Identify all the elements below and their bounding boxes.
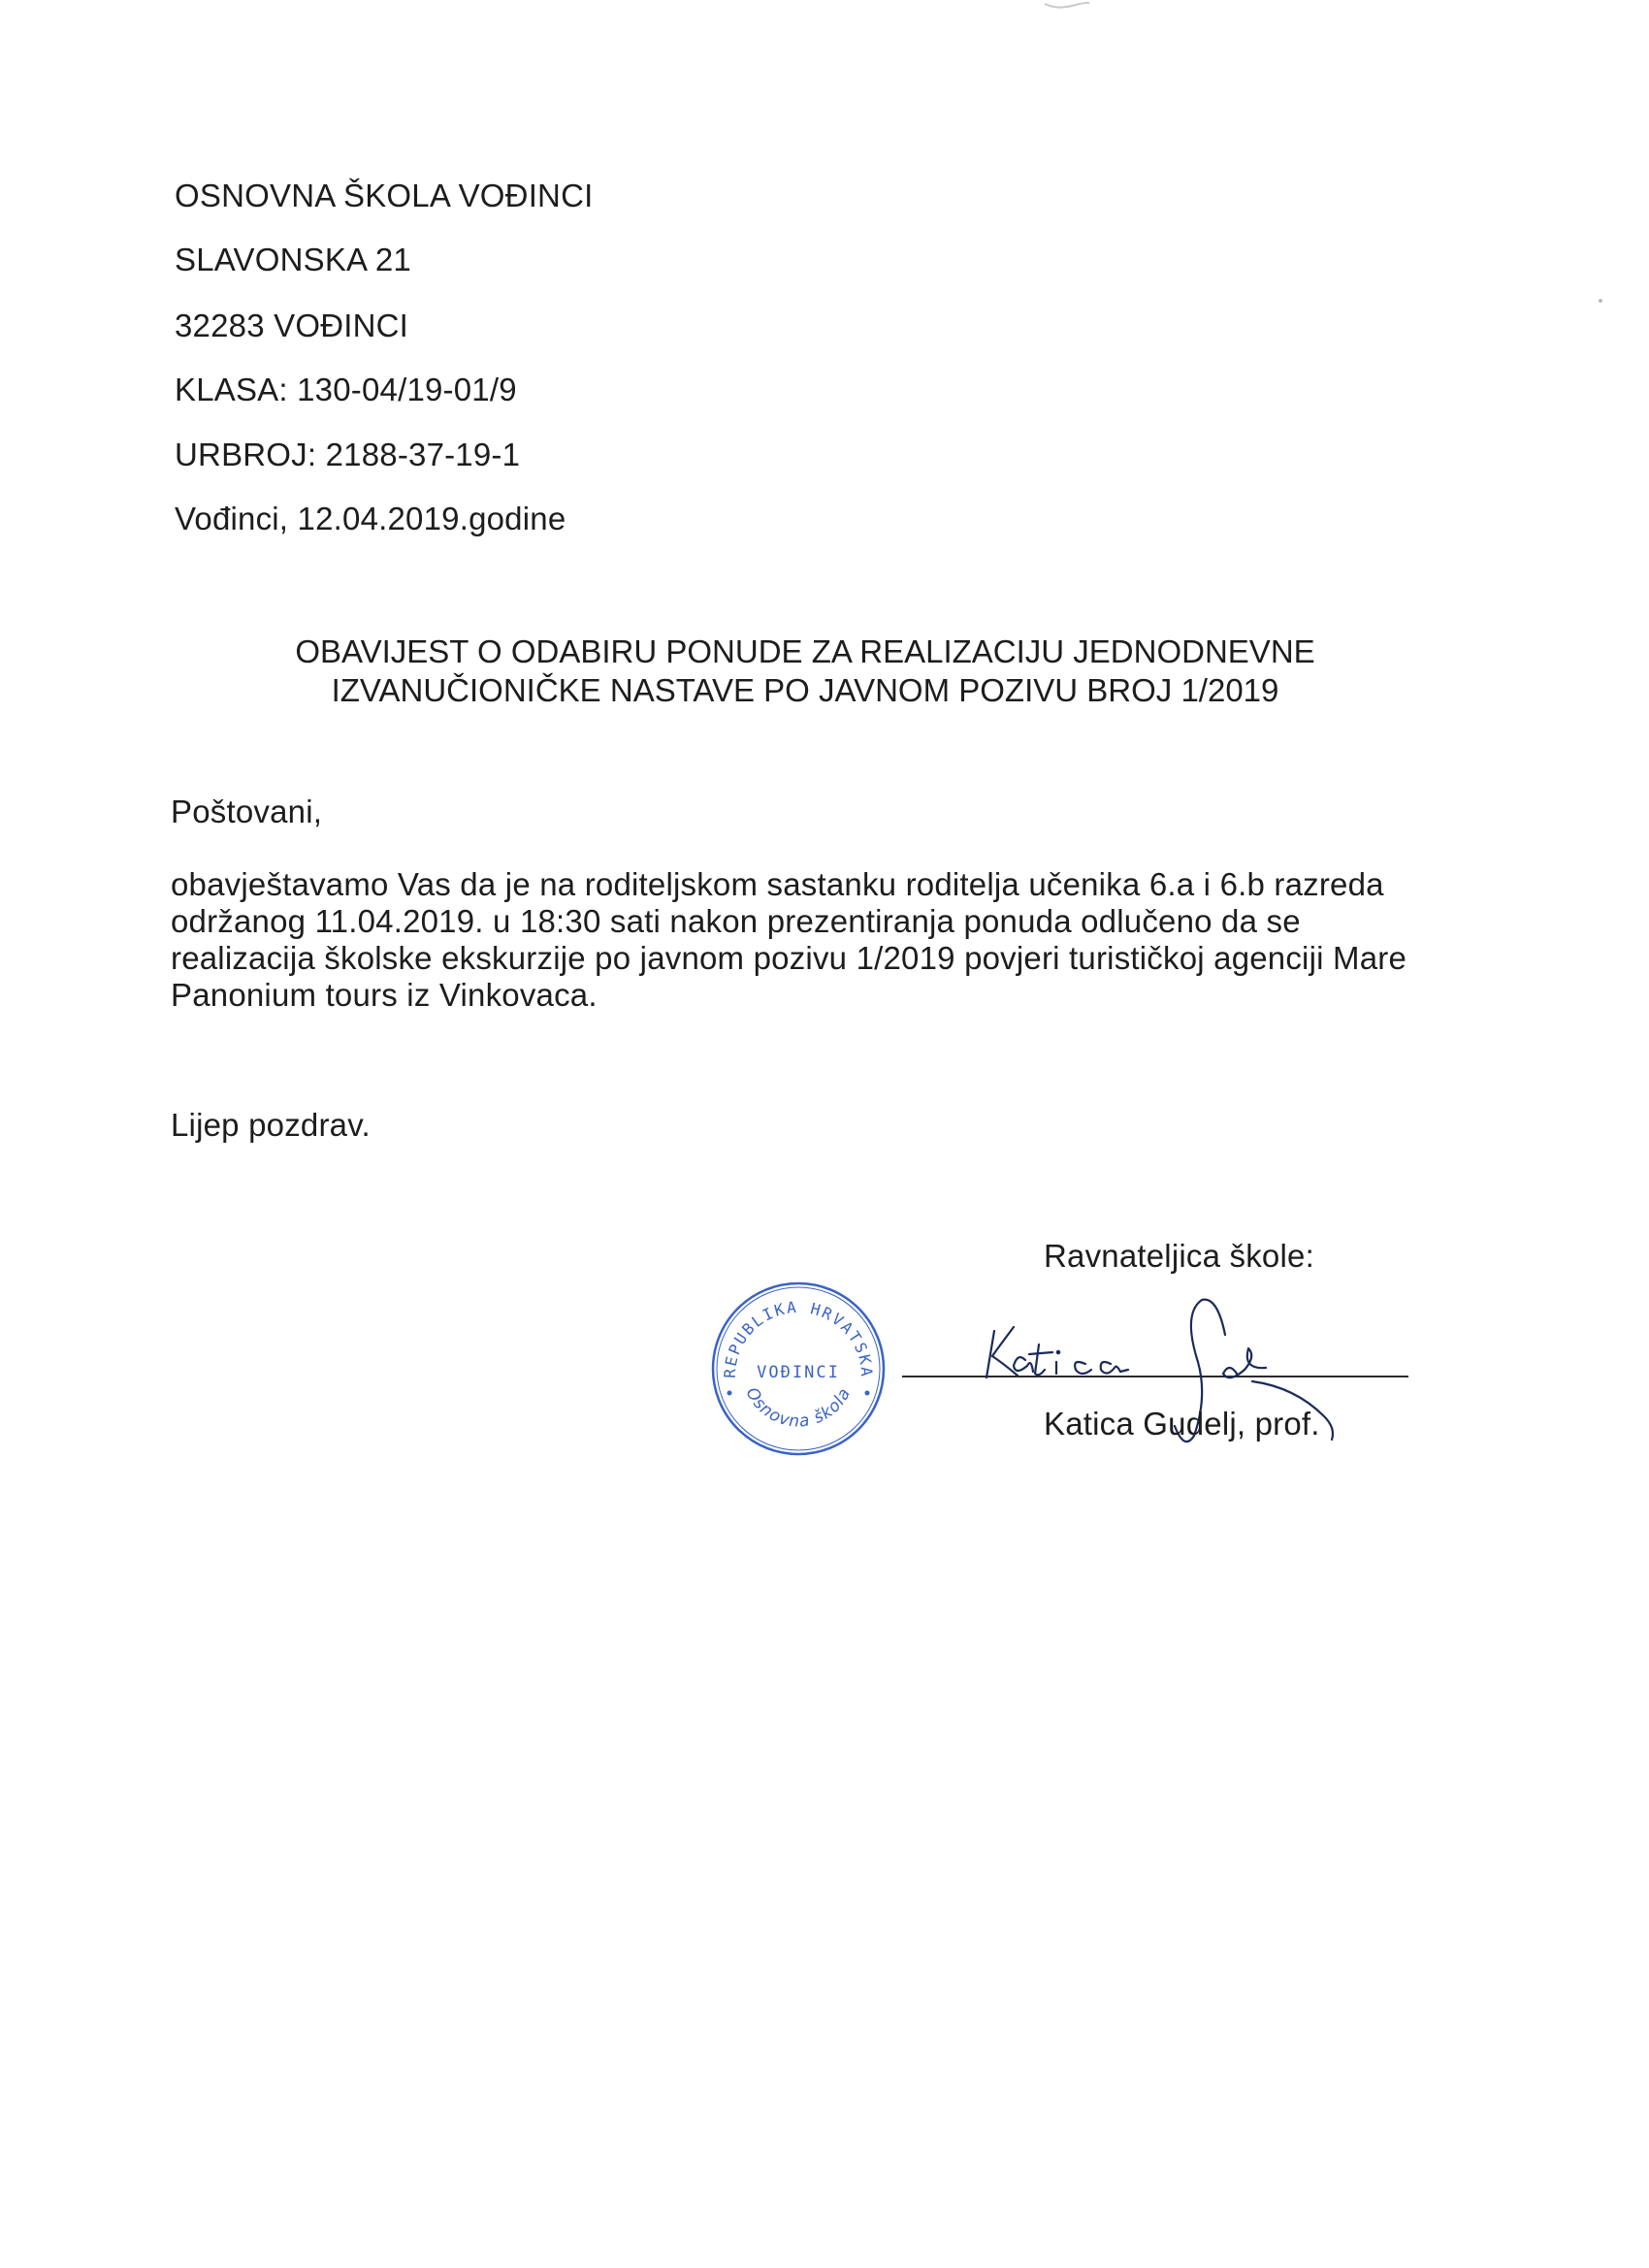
signer-name: Katica Gudelj, prof. bbox=[1044, 1406, 1320, 1442]
document-title-line-2: IZVANUČIONIČKE NASTAVE PO JAVNOM POZIVU BROJ 1/2019 bbox=[331, 672, 1279, 708]
urbroj-number: URBROJ: 2188-37-19-1 bbox=[175, 437, 521, 472]
official-stamp bbox=[708, 1279, 889, 1459]
greeting: Poštovani, bbox=[171, 794, 323, 829]
school-postal-city: 32283 VOĐINCI bbox=[175, 308, 409, 343]
stamp-top-text: REPUBLIKA HRVATSKA bbox=[720, 1297, 877, 1379]
school-name: OSNOVNA ŠKOLA VOĐINCI bbox=[175, 178, 594, 213]
scan-artifact bbox=[1043, 0, 1091, 12]
stamp-center-text: VOĐINCI bbox=[757, 1363, 840, 1382]
svg-text:Osnovna škola bbox=[741, 1384, 855, 1432]
paragraph-line: održanog 11.04.2019. u 18:30 sati nakon prezentiranja ponuda odlučeno da se bbox=[171, 903, 1301, 939]
document-title-line-1: OBAVIJEST O ODABIRU PONUDE ZA REALIZACIJU JEDNODNEVNE bbox=[295, 633, 1315, 669]
klasa-number: KLASA: 130-04/19-01/9 bbox=[175, 372, 517, 407]
paragraph-line: obavještavamo Vas da je na roditeljskom sastanku roditelja učenika 6.a i 6.b razreda bbox=[171, 866, 1384, 902]
scan-speck bbox=[1599, 299, 1602, 303]
paragraph-line: Panonium tours iz Vinkovaca. bbox=[171, 977, 598, 1013]
place-date: Vođinci, 12.04.2019.godine bbox=[175, 501, 566, 536]
paragraph-line: realizacija školske ekskurzije po javnom pozivu 1/2019 povjeri turističkoj agenciji Mare bbox=[171, 940, 1407, 976]
school-street: SLAVONSKA 21 bbox=[175, 242, 411, 277]
closing: Lijep pozdrav. bbox=[171, 1107, 371, 1143]
stamp-bottom-text: Osnovna škola bbox=[741, 1384, 856, 1432]
signer-role: Ravnateljica škole: bbox=[1044, 1238, 1314, 1274]
